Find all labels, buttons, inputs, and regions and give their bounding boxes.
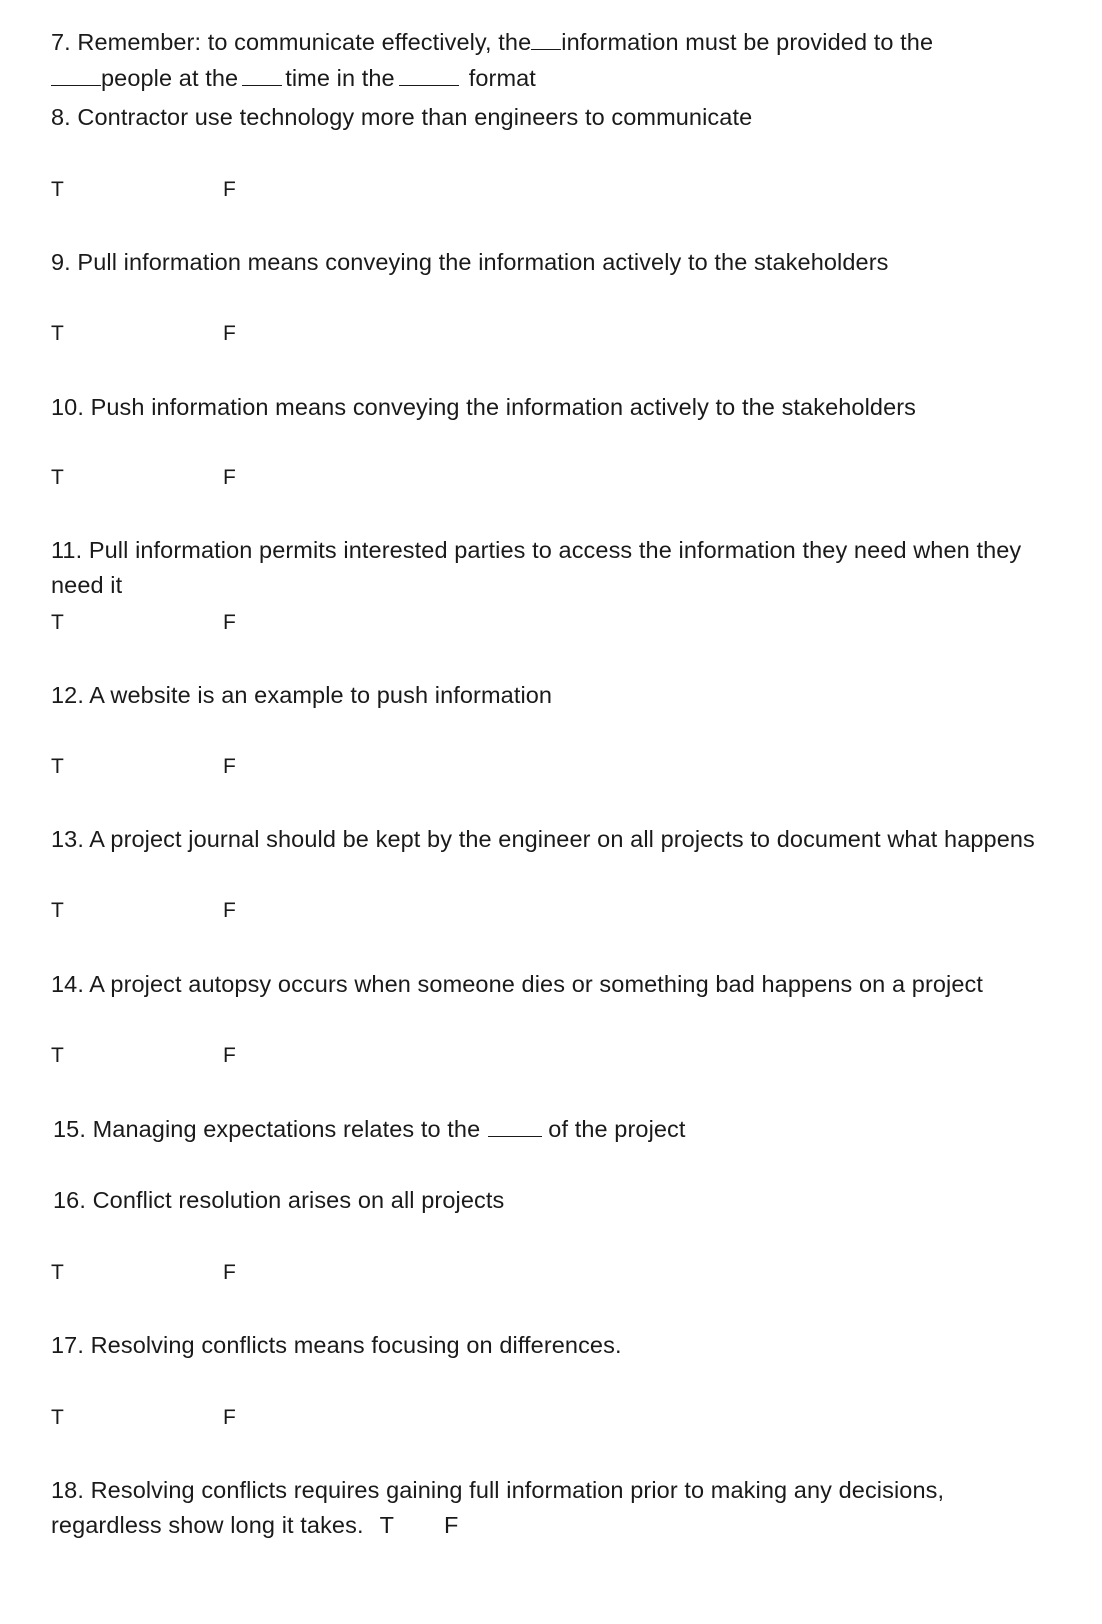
q8-true-option[interactable]: T (51, 178, 64, 201)
q9-text: 9. Pull information means conveying the information actively to the stakeholders (51, 249, 889, 275)
q7-text-c: people at the (101, 65, 239, 91)
q7-text-d: time in the (285, 65, 395, 91)
q11-false-option[interactable]: F (223, 611, 236, 634)
q15-text-b: of the project (548, 1116, 686, 1142)
q15-line (53, 1115, 686, 1143)
q7-line-1 (51, 28, 933, 56)
q15-blank[interactable] (488, 1116, 542, 1137)
q7-blank-1[interactable] (531, 29, 561, 50)
q18-false-option[interactable]: F (444, 1512, 459, 1538)
q7-text-b: information must be provided to the (561, 29, 934, 55)
q18-text-line-2 (51, 1511, 459, 1539)
q16-true-option[interactable]: T (51, 1261, 64, 1284)
q18-text-line-2-body: regardless show long it takes. (51, 1512, 364, 1538)
q9-true-option[interactable]: T (51, 322, 64, 345)
q7-blank-4[interactable] (399, 65, 459, 86)
q16-text: 16. Conflict resolution arises on all projects (53, 1187, 505, 1213)
q7-blank-2[interactable] (51, 65, 101, 86)
q7-line-2 (51, 64, 536, 92)
q10-text: 10. Push information means conveying the information actively to the stakeholders (51, 394, 917, 420)
q16-false-option[interactable]: F (223, 1261, 236, 1284)
q13-text: 13. A project journal should be kept by the engineer on all projects to document what happens (51, 826, 1035, 852)
q12-false-option[interactable]: F (223, 755, 236, 778)
q15-text-a: 15. Managing expectations relates to the (53, 1116, 481, 1142)
q13-false-option[interactable]: F (223, 899, 236, 922)
q7-blank-3[interactable] (242, 65, 282, 86)
q14-true-option[interactable]: T (51, 1044, 64, 1067)
q14-text: 14. A project autopsy occurs when someone dies or something bad happens on a project (51, 971, 984, 997)
q14-false-option[interactable]: F (223, 1044, 236, 1067)
q11-text-line-1: 11. Pull information permits interested parties to access the information they need when they (51, 537, 1022, 563)
q17-false-option[interactable]: F (223, 1406, 236, 1429)
q10-true-option[interactable]: T (51, 466, 64, 489)
q17-true-option[interactable]: T (51, 1406, 64, 1429)
q17-text: 17. Resolving conflicts means focusing on differences. (51, 1332, 622, 1358)
q9-false-option[interactable]: F (223, 322, 236, 345)
q18-text-line-1: 18. Resolving conflicts requires gaining full information prior to making any decisions, (51, 1477, 945, 1503)
q8-text: 8. Contractor use technology more than engineers to communicate (51, 104, 753, 130)
q12-text: 12. A website is an example to push information (51, 682, 553, 708)
q18-true-option[interactable]: T (379, 1512, 395, 1538)
q10-false-option[interactable]: F (223, 466, 236, 489)
q11-text-line-2: need it (51, 572, 123, 598)
q11-true-option[interactable]: T (51, 611, 64, 634)
q8-false-option[interactable]: F (223, 178, 236, 201)
q12-true-option[interactable]: T (51, 755, 64, 778)
q13-true-option[interactable]: T (51, 899, 64, 922)
q7-text-a: 7. Remember: to communicate effectively, the (51, 29, 532, 55)
q7-text-e: format (468, 65, 536, 91)
